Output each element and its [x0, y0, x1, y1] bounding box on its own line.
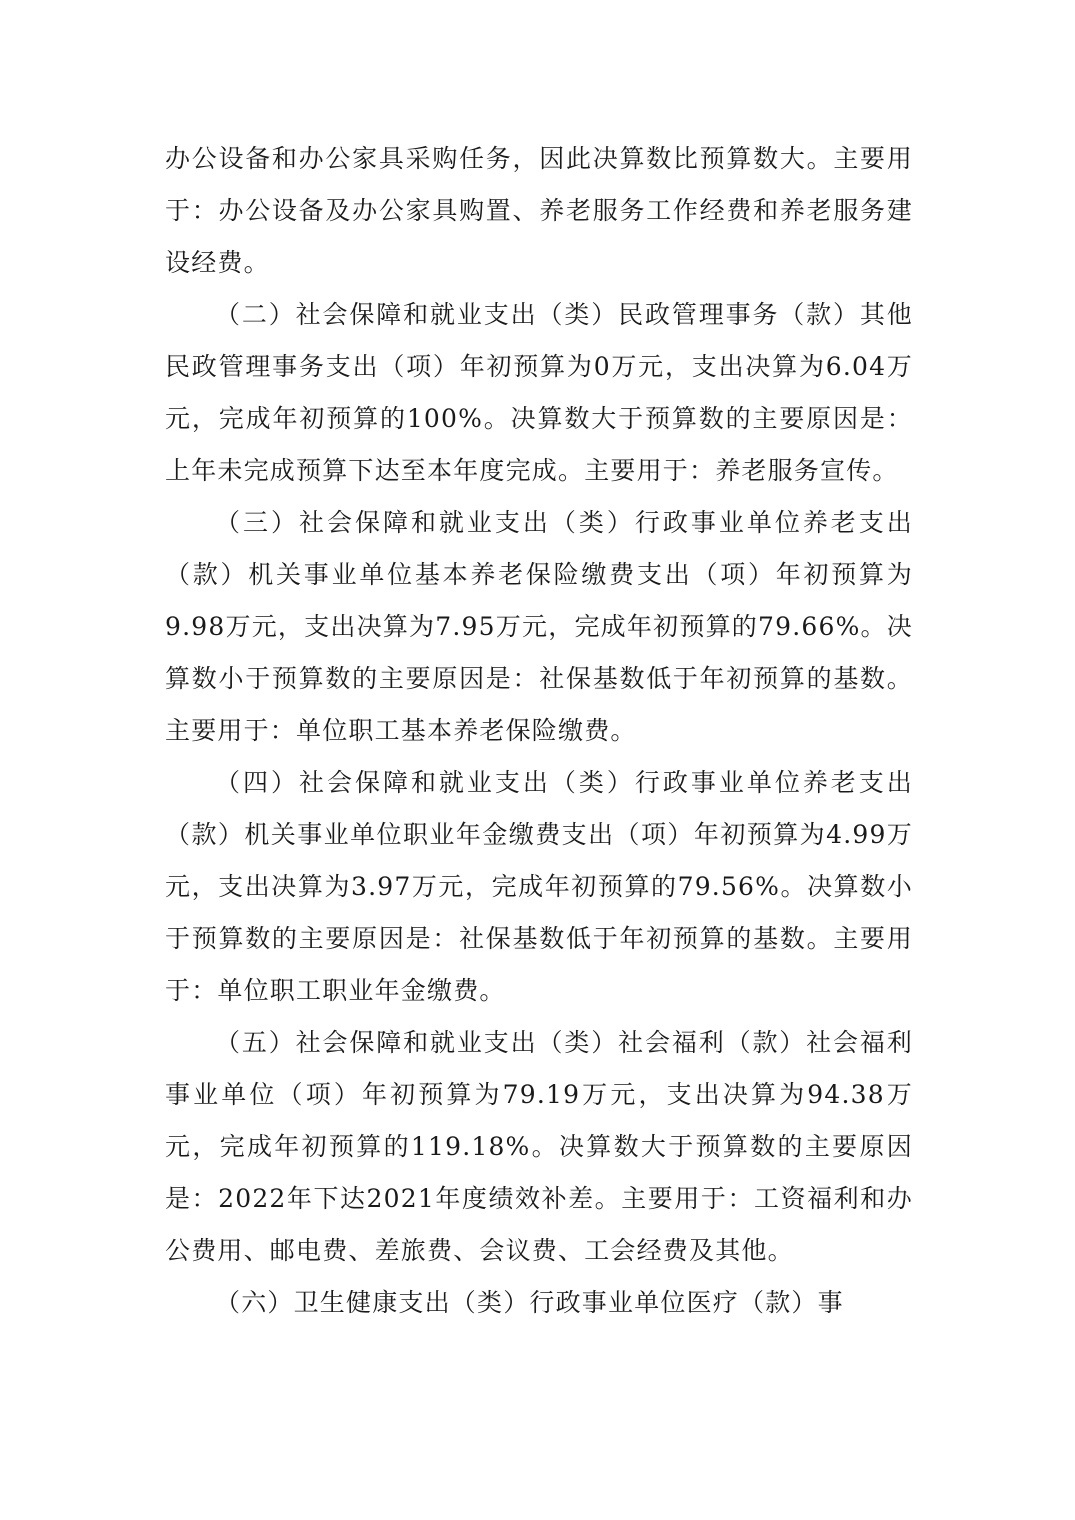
paragraph-item-2: （二）社会保障和就业支出（类）民政管理事务（款）其他民政管理事务支出（项）年初预算为0万元，支出决算为6.04万元，完成年初预算的100%。决算数大于预算数的主要原因是：上年未完成预算下达至本年度完成。主要用于：养老服务宣传。: [165, 300, 913, 485]
paragraph-item-3: （三）社会保障和就业支出（类）行政事业单位养老支出（款）机关事业单位基本养老保险缴费支出（项）年初预算为9.98万元，支出决算为7.95万元，完成年初预算的79.66%。决算数小于预算数的主要原因是：社保基数低于年初预算的基数。主要用于：单位职工基本养老保险缴费。: [165, 508, 913, 745]
paragraph-continued: 办公设备和办公家具采购任务，因此决算数比预算数大。主要用于：办公设备及办公家具购置、养老服务工作经费和养老服务建设经费。: [165, 144, 913, 277]
document-body: [165, 133, 913, 1329]
paragraph-item-4: （四）社会保障和就业支出（类）行政事业单位养老支出（款）机关事业单位职业年金缴费支出（项）年初预算为4.99万元，支出决算为3.97万元，完成年初预算的79.56%。决算数小于预算数的主要原因是：社保基数低于年初预算的基数。主要用于：单位职工职业年金缴费。: [165, 768, 913, 1005]
paragraph-item-5: （五）社会保障和就业支出（类）社会福利（款）社会福利事业单位（项）年初预算为79.19万元，支出决算为94.38万元，完成年初预算的119.18%。决算数大于预算数的主要原因是：2022年下达2021年度绩效补差。主要用于：工资福利和办公费用、邮电费、差旅费、会议费、工会经费及其他。: [165, 1028, 913, 1265]
paragraph-item-6: （六）卫生健康支出（类）行政事业单位医疗（款）事: [215, 1288, 844, 1317]
